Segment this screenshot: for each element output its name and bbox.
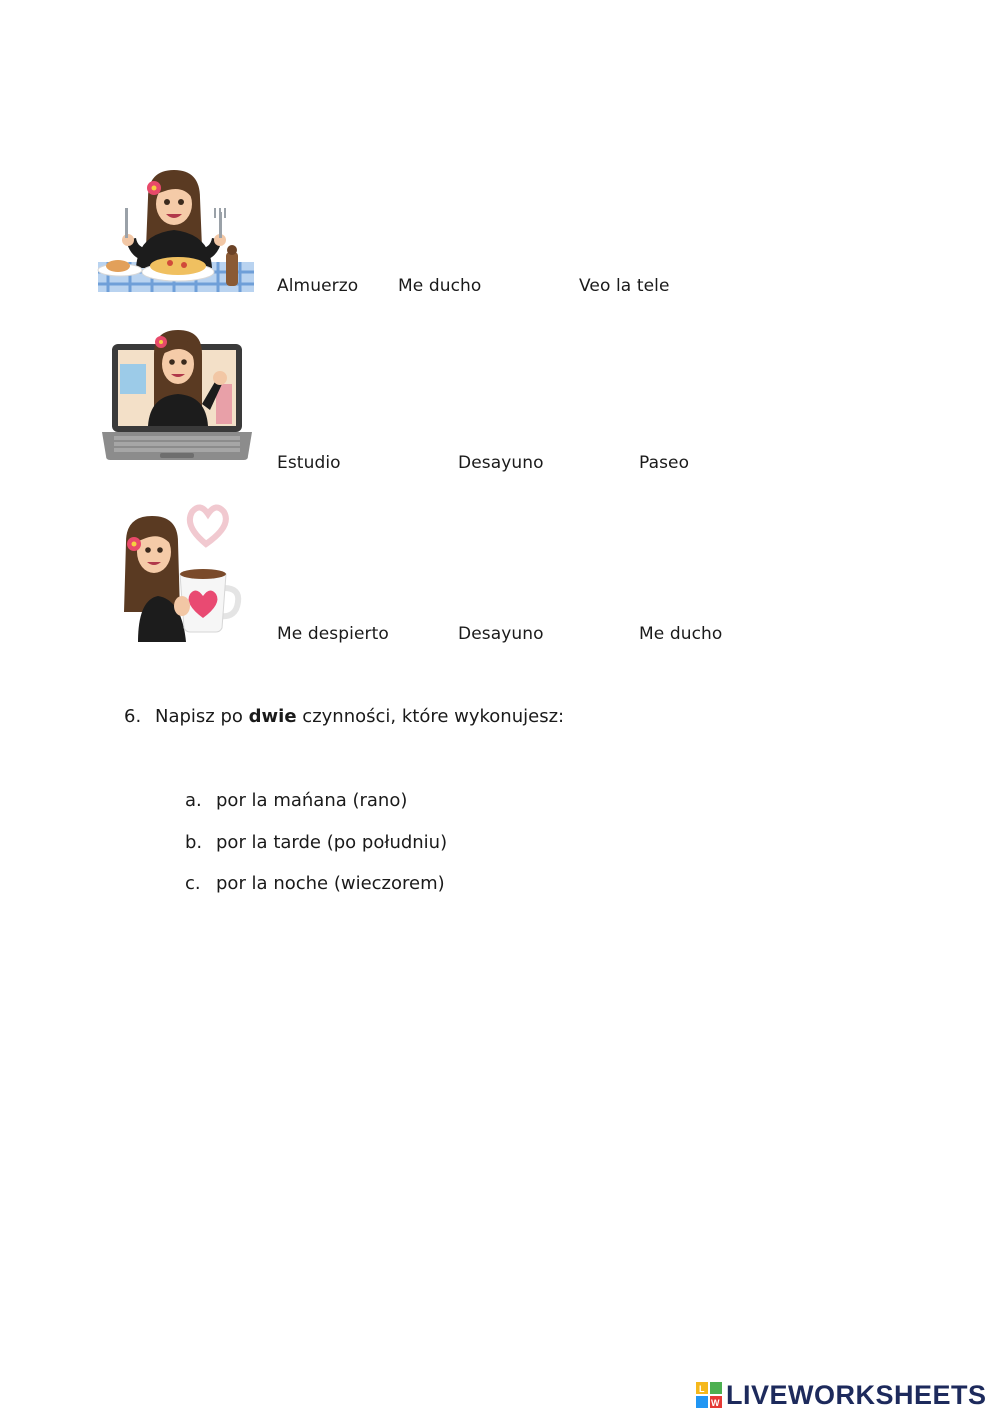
svg-text:W: W bbox=[711, 1398, 720, 1408]
list-item-text: por la noche (wieczorem) bbox=[216, 873, 445, 894]
list-item-letter: a. bbox=[185, 790, 202, 811]
list-item bbox=[185, 790, 407, 812]
task-text-before: Napisz po bbox=[155, 706, 243, 727]
task-text-bold: dwie bbox=[248, 706, 297, 727]
option-text: Almuerzo bbox=[277, 276, 359, 296]
option-text: Desayuno bbox=[458, 453, 544, 473]
avatar-laptop-icon bbox=[98, 324, 256, 464]
liveworksheets-watermark bbox=[696, 1380, 987, 1410]
watermark-text: LIVEWORKSHEETS bbox=[726, 1379, 987, 1410]
option-text: Paseo bbox=[639, 453, 690, 473]
option-text: Veo la tele bbox=[579, 276, 670, 296]
option-text: Desayuno bbox=[458, 624, 544, 644]
task-number: 6. bbox=[124, 706, 142, 727]
list-item-letter: c. bbox=[185, 873, 201, 894]
option-text: Me despierto bbox=[277, 624, 389, 644]
liveworksheets-logo-icon bbox=[696, 1382, 722, 1408]
list-item bbox=[185, 873, 445, 895]
option-text: Me ducho bbox=[398, 276, 482, 296]
list-item-text: por la mańana (rano) bbox=[216, 790, 408, 811]
option-text: Me ducho bbox=[639, 624, 723, 644]
task-instruction bbox=[124, 706, 564, 728]
list-item-text: por la tarde (po południu) bbox=[216, 832, 448, 853]
avatar-eating-icon bbox=[96, 168, 256, 294]
list-item bbox=[185, 832, 447, 854]
avatar-coffee-icon bbox=[120, 502, 244, 644]
option-text: Estudio bbox=[277, 453, 341, 473]
list-item-letter: b. bbox=[185, 832, 203, 853]
task-text-after: czynności, które wykonujesz: bbox=[302, 706, 565, 727]
svg-text:L: L bbox=[699, 1384, 705, 1394]
